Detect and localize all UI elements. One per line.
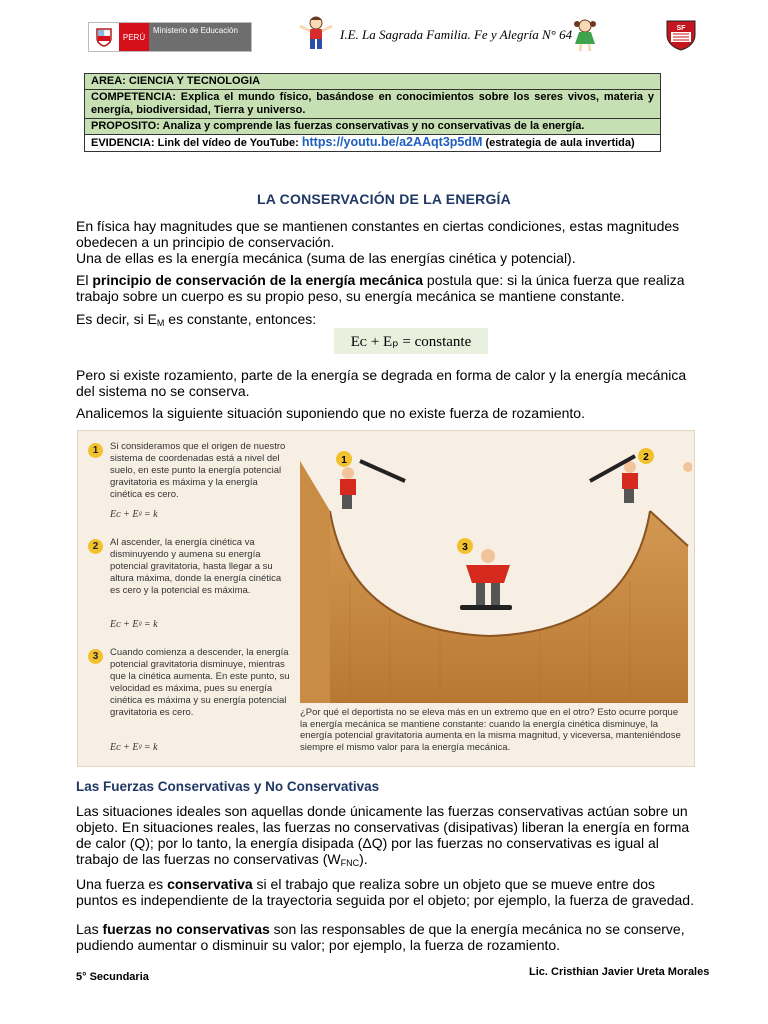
info-label: PROPOSITO: xyxy=(91,120,160,132)
text: Una fuerza es xyxy=(76,876,168,892)
info-row-competencia xyxy=(85,90,661,119)
footer-author: Lic. Cristhian Javier Ureta Morales xyxy=(529,966,710,978)
step-text: Al ascender, la energía cinética va disminuyendo y aumena su energía potencial gravitatoria, hasta llegar a su altura máxima, donde la energía cinética es cero y la potencial es máxima. xyxy=(110,537,282,596)
info-value-after: (estrategia de aula invertida) xyxy=(485,137,635,149)
info-label: COMPETENCIA: xyxy=(91,91,176,103)
ministry-logo xyxy=(88,22,252,52)
step-number: 1 xyxy=(88,443,103,458)
intro-p1: En física hay magnitudes que se mantienen constantes en ciertas condiciones, estas magnitudes obedecen a un principio de conservación. xyxy=(76,218,680,250)
footer-grade: 5° Secundaria xyxy=(76,971,149,983)
friction-paragraph: Pero si existe rozamiento, parte de la energía se degrada en forma de calor y la energía mecánica del sistema no se conserva. xyxy=(76,367,687,399)
info-value: Link del vídeo de YouTube: xyxy=(157,137,299,149)
info-table xyxy=(84,73,661,152)
girl-mascot-icon xyxy=(570,18,600,52)
skater-3-icon xyxy=(460,549,512,610)
school-badge-icon xyxy=(664,18,698,52)
text: Las xyxy=(76,921,103,937)
school-name: I.E. La Sagrada Familia. Fe y Alegría N° 64 xyxy=(340,27,573,42)
peru-crest-icon xyxy=(89,23,119,51)
text: El xyxy=(76,272,93,288)
info-label: AREA: xyxy=(91,75,126,87)
step-number: 2 xyxy=(88,539,103,554)
info-value: Analiza y comprende las fuerzas conservativas y no conservativas de la energía. xyxy=(162,120,585,132)
boy-mascot-icon xyxy=(296,16,336,52)
analysis-line: Analicemos la siguiente situación suponiendo que no existe fuerza de rozamiento. xyxy=(76,405,585,421)
badge-text: SF xyxy=(676,25,686,32)
nonconservative-definition xyxy=(76,921,698,953)
subscript: FNC xyxy=(340,858,360,868)
halfpipe-illustration xyxy=(290,431,692,703)
youtube-link[interactable]: https://youtu.be/a2AAqt3p5dM xyxy=(301,135,483,149)
text: postula que: si la única fuerza que realiza trabajo sobre un cuerpo es su propio peso, su energía mecánica se mantiene constante. xyxy=(76,272,685,304)
figure-caption: ¿Por qué el deportista no se eleva más en un extremo que en el otro? Esto ocurre porque la energía mecánica se mantiene constante: cuando la energía cinética disminuye, la energía potencial gravitatoria aumenta en la misma magnitud, y viceversa, manteniéndose siempre el mismo valor para la energía mecánica. xyxy=(300,707,681,753)
section-subtitle: Las Fuerzas Conservativas y No Conservativas xyxy=(76,779,380,794)
info-row-area xyxy=(85,74,661,90)
step-equation: Eᴄ + Eᵍ = k xyxy=(110,619,158,630)
energy-equation: Eᴄ + Eₚ = constante xyxy=(334,328,488,354)
intro-paragraph xyxy=(76,218,698,266)
step-equation: Eᴄ + Eᵍ = k xyxy=(110,509,158,520)
principle-paragraph xyxy=(76,272,698,304)
text: Las situaciones ideales son aquellas donde únicamente las fuerzas conservativas actúan sobre un objeto. En situaciones reales, las fuerzas no conservativas (disipativas) liberan la energía en forma de calor (Q); por lo tanto, la energía disipada (ΔQ) por las fuerzas no conservativas es igual al trabajo de las fuerzas no conservativas (W xyxy=(76,803,690,867)
info-row-evidencia xyxy=(85,135,661,152)
info-value: Explica el mundo físico, basándose en conocimientos sobre los seres vivos, materia y energía, biodiversidad, Tierra y universo. xyxy=(91,91,654,116)
page-title: LA CONSERVACIÓN DE LA ENERGÍA xyxy=(257,191,511,207)
text: ). xyxy=(359,851,368,867)
info-label: EVIDENCIA: xyxy=(91,137,155,149)
step-text: Cuando comienza a descender, la energía potencial gravitatoria disminuye, mientras que la cinética aumenta. En este punto, su velocidad es máxima, pues su energía cinética es máxima y su energía potencial gravitatoria es cero. xyxy=(110,647,290,718)
step-number: 3 xyxy=(88,649,103,664)
text: es constante, entonces: xyxy=(164,311,317,327)
text: Es decir, si E xyxy=(76,311,157,327)
ministry-name: Ministerio de Educación xyxy=(149,23,251,51)
subscript: M xyxy=(156,318,165,328)
conservative-definition xyxy=(76,876,698,908)
info-value: CIENCIA Y TECNOLOGIA xyxy=(128,75,261,87)
step-equation: Eᴄ + Eᵍ = k xyxy=(110,742,158,753)
term: conservativa xyxy=(167,876,253,892)
marker-label: 1 xyxy=(341,455,347,466)
text: si el trabajo que realiza sobre un objeto que se mueve entre dos puntos es independiente de la trayectoria seguida por el objeto; por ejemplo, la fuerza de gravedad. xyxy=(76,876,694,908)
info-row-proposito xyxy=(85,119,661,135)
marker-label: 2 xyxy=(643,452,649,463)
intro-p2: Una de ellas es la energía mecánica (suma de las energías cinética y potencial). xyxy=(76,250,576,266)
skater-1-icon xyxy=(340,461,405,509)
gov-label: PERÚ xyxy=(119,23,149,51)
halfpipe-figure xyxy=(77,430,695,767)
principle-term: principio de conservación de la energía mecánica xyxy=(92,272,424,288)
text: son las responsables de que la energía mecánica no se conserve, pudiendo aumentar o disminuir su valor; por ejemplo, la fuerza de rozamiento. xyxy=(76,921,685,953)
term: fuerzas no conservativas xyxy=(102,921,270,937)
skater-2-icon xyxy=(590,456,692,503)
marker-label: 3 xyxy=(462,542,468,553)
conservative-intro-paragraph xyxy=(76,803,698,871)
step-text: Si consideramos que el origen de nuestro sistema de coordenadas está a nivel del suelo, en este punto la energía potencial gravitatoria es máxima y la energía cinética es cero. xyxy=(110,441,286,500)
